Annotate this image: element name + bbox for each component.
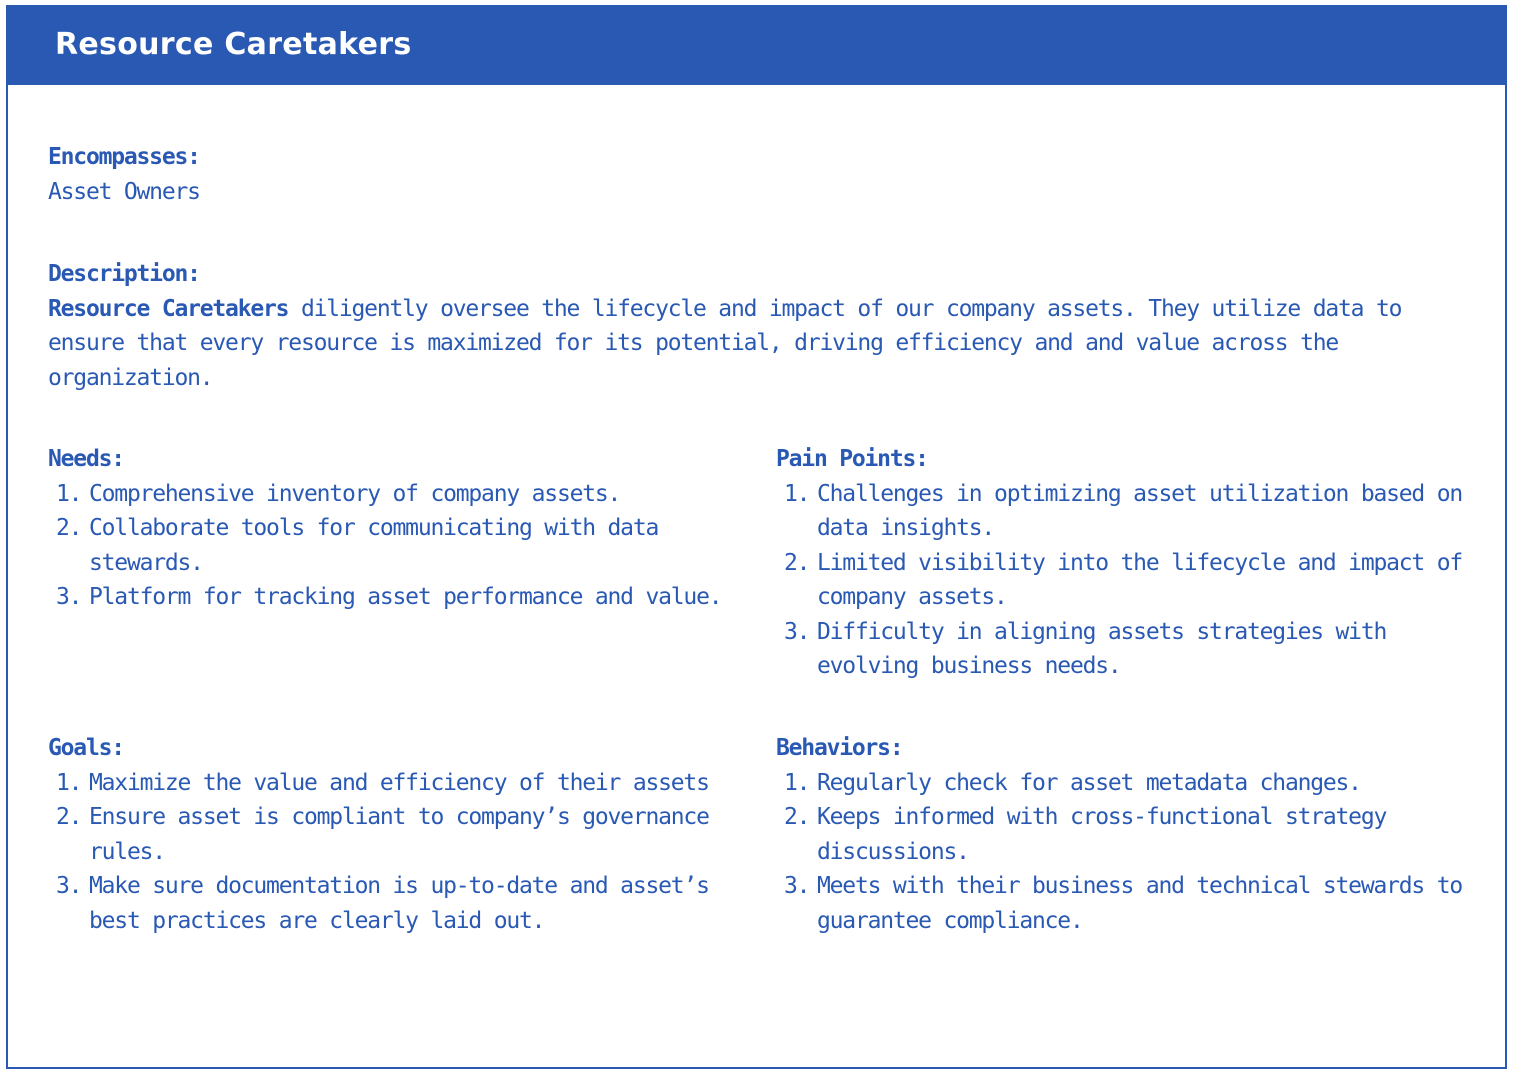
list-number: 2. [784, 804, 810, 830]
list-item [48, 766, 738, 801]
behaviors-label: Behaviors: [776, 735, 903, 761]
list-number: 1. [56, 769, 82, 796]
goals-list [48, 766, 738, 939]
list-number: 3. [784, 618, 810, 645]
list-item [776, 477, 1466, 546]
behaviors-section [776, 731, 1466, 938]
list-item [776, 766, 1466, 801]
goals-section [48, 731, 738, 938]
list-item-text: Difficulty in aligning assets strategies with evolving business needs. [817, 618, 1387, 679]
description-body: diligently oversee the lifecycle and impact of our company assets. They utilize data to ensure that every resource is maximized for its potential, driving efficiency and and value across the organization. [48, 295, 1402, 391]
list-item-text: Make sure documentation is up-to-date and asset’s best practices are clearly laid out. [89, 873, 709, 934]
list-item [48, 580, 738, 615]
list-item [776, 615, 1466, 684]
list-item-text: Keeps informed with cross-functional strategy discussions. [817, 804, 1387, 865]
list-number: 3. [56, 873, 82, 899]
description-section [48, 257, 1468, 395]
list-item [48, 477, 738, 512]
list-number: 1. [784, 769, 810, 796]
encompasses-section [48, 140, 1468, 209]
list-item [48, 511, 738, 580]
description-text [48, 292, 1468, 396]
list-number: 1. [56, 480, 82, 507]
encompasses-label: Encompasses: [48, 144, 200, 170]
list-number: 2. [784, 549, 810, 576]
list-item-text: Platform for tracking asset performance and value. [89, 584, 722, 610]
pain-points-label: Pain Points: [776, 446, 928, 472]
list-item-text: Comprehensive inventory of company assets. [89, 480, 621, 507]
list-item-text: Challenges in optimizing asset utilization based on data insights. [817, 480, 1463, 541]
list-item-text: Maximize the value and efficiency of their assets [89, 769, 709, 796]
list-number: 2. [56, 515, 82, 541]
pain-points-list [776, 477, 1466, 684]
list-item-text: Regularly check for asset metadata changes. [817, 769, 1361, 796]
list-item-text: Collaborate tools for communicating with data stewards. [89, 515, 659, 576]
list-number: 3. [784, 873, 810, 899]
list-item-text: Limited visibility into the lifecycle and impact of company assets. [817, 549, 1463, 610]
description-bold-lead: Resource Caretakers [48, 295, 289, 322]
list-item [48, 869, 738, 938]
pain-points-section [776, 442, 1466, 684]
list-item [48, 800, 738, 869]
list-item [776, 546, 1466, 615]
list-item [776, 869, 1466, 938]
needs-label: Needs: [48, 446, 124, 472]
encompasses-value: Asset Owners [48, 178, 200, 205]
card-header [8, 7, 1505, 85]
behaviors-list [776, 766, 1466, 939]
list-item-text: Meets with their business and technical stewards to guarantee compliance. [817, 873, 1463, 934]
description-label: Description: [48, 261, 200, 287]
list-number: 1. [784, 480, 810, 507]
list-number: 2. [56, 804, 82, 830]
list-number: 3. [56, 584, 82, 610]
needs-section [48, 442, 738, 615]
page-title: Resource Caretakers [55, 27, 412, 62]
goals-label: Goals: [48, 735, 124, 761]
needs-list [48, 477, 738, 615]
list-item-text: Ensure asset is compliant to company’s governance rules. [89, 804, 709, 865]
list-item [776, 800, 1466, 869]
